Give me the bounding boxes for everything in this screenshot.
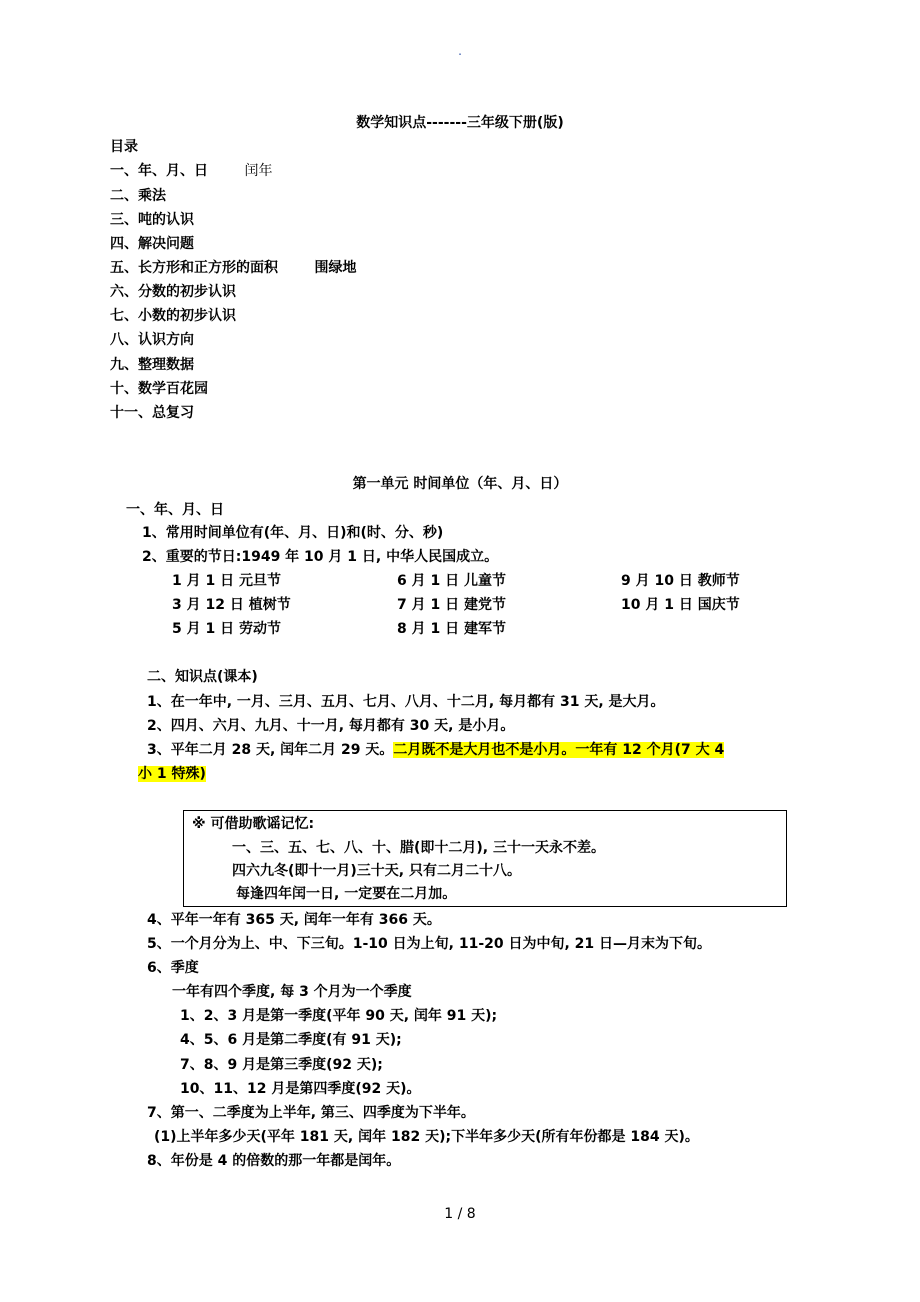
mnemonic-box: [183, 810, 787, 907]
toc-heading: 目录: [110, 139, 138, 155]
toc-item: 十、数学百花园: [110, 381, 208, 397]
toc-item: [110, 161, 272, 181]
paragraph: 2、四月、六月、九月、十一月, 每月都有 30 天, 是小月。: [147, 718, 515, 734]
mnemonic-title: ※ 可借助歌谣记忆:: [192, 816, 315, 832]
holiday-entry: [397, 619, 506, 639]
mnemonic-line: 四六九冬(即十一月)三十天, 只有二月二十八。: [232, 863, 521, 879]
paragraph: 2、重要的节日:1949 年 10 月 1 日, 中华人民国成立。: [142, 549, 499, 565]
holiday-date: 9 月 10 日: [621, 573, 693, 589]
paragraph: 4、平年一年有 365 天, 闰年一年有 366 天。: [147, 912, 441, 928]
holiday-date: 10 月 1 日: [621, 597, 693, 613]
toc-item-label: 一、年、月、日: [110, 163, 208, 179]
holiday-entry: [397, 595, 506, 615]
holiday-entry: [621, 595, 740, 615]
holiday-name: 劳动节: [238, 621, 281, 637]
quarter-item: 4、5、6 月是第二季度(有 91 天);: [180, 1032, 402, 1048]
highlighted-text: 小 1 特殊): [138, 766, 206, 782]
holiday-name: 教师节: [697, 573, 740, 589]
quarter-item: 7、8、9 月是第三季度(92 天);: [180, 1057, 383, 1073]
paragraph: 一年有四个季度, 每 3 个月为一个季度: [172, 984, 412, 1000]
holiday-date: 5 月 1 日: [172, 621, 235, 637]
holiday-date: 7 月 1 日: [397, 597, 460, 613]
holiday-entry: [172, 595, 291, 615]
holiday-date: 6 月 1 日: [397, 573, 460, 589]
toc-item: 三、吨的认识: [110, 212, 194, 228]
holiday-date: 3 月 12 日: [172, 597, 244, 613]
mnemonic-line: 一、三、五、七、八、十、腊(即十二月), 三十一天永不差。: [232, 840, 605, 856]
paragraph: 7、第一、二季度为上半年, 第三、四季度为下半年。: [147, 1105, 475, 1121]
holiday-entry: [397, 571, 506, 591]
section-heading: 二、知识点(课本): [147, 669, 258, 685]
paragraph: 6、季度: [147, 960, 199, 976]
document-title: 数学知识点-------三年级下册(版): [356, 115, 564, 131]
highlighted-text: 二月既不是大月也不是小月。一年有 12 个月(7 大 4: [393, 742, 725, 758]
holiday-name: 建军节: [463, 621, 506, 637]
toc-item: 六、分数的初步认识: [110, 284, 236, 300]
holiday-date: 1 月 1 日: [172, 573, 235, 589]
paragraph: 8、年份是 4 的倍数的那一年都是闰年。: [147, 1153, 401, 1169]
header-mark: .: [458, 44, 462, 58]
holiday-name: 儿童节: [463, 573, 506, 589]
toc-item: 九、整理数据: [110, 357, 194, 373]
quarter-item: 1、2、3 月是第一季度(平年 90 天, 闰年 91 天);: [180, 1008, 498, 1024]
toc-item: 十一、总复习: [110, 405, 194, 421]
paragraph: 1、常用时间单位有(年、月、日)和(时、分、秒): [142, 525, 444, 541]
paragraph: 5、一个月分为上、中、下三旬。1-10 日为上旬, 11-20 日为中旬, 21 日—月末为下旬。: [147, 936, 712, 952]
toc-item: 八、认识方向: [110, 332, 194, 348]
holiday-entry: [621, 571, 740, 591]
quarter-item: 10、11、12 月是第四季度(92 天)。: [180, 1081, 421, 1097]
paragraph-text: 3、平年二月 28 天, 闰年二月 29 天。: [147, 742, 394, 758]
toc-item: [110, 258, 356, 278]
toc-item: 二、乘法: [110, 188, 166, 204]
holiday-name: 国庆节: [697, 597, 740, 613]
toc-item: 四、解决问题: [110, 236, 194, 252]
toc-item: 七、小数的初步认识: [110, 308, 236, 324]
holiday-date: 8 月 1 日: [397, 621, 460, 637]
unit-title: 第一单元 时间单位（年、月、日）: [352, 476, 568, 492]
holiday-entry: [172, 619, 281, 639]
paragraph: 1、在一年中, 一月、三月、五月、七月、八月、十二月, 每月都有 31 天, 是大月。: [147, 694, 665, 710]
toc-item-label: 五、长方形和正方形的面积: [110, 260, 278, 276]
toc-item-extra: 围绿地: [314, 260, 357, 276]
paragraph-continuation: [138, 764, 206, 784]
toc-item-extra: 闰年: [244, 163, 273, 179]
paragraph: [147, 740, 724, 760]
section-heading: 一、年、月、日: [126, 502, 224, 518]
holiday-name: 建党节: [463, 597, 506, 613]
page-number: 1 / 8: [444, 1206, 476, 1222]
holiday-name: 元旦节: [238, 573, 281, 589]
holiday-name: 植树节: [248, 597, 291, 613]
holiday-entry: [172, 571, 281, 591]
paragraph: (1)上半年多少天(平年 181 天, 闰年 182 天);下半年多少天(所有年份都是 184 天)。: [154, 1129, 699, 1145]
mnemonic-line: 每逢四年闰一日, 一定要在二月加。: [236, 886, 457, 902]
